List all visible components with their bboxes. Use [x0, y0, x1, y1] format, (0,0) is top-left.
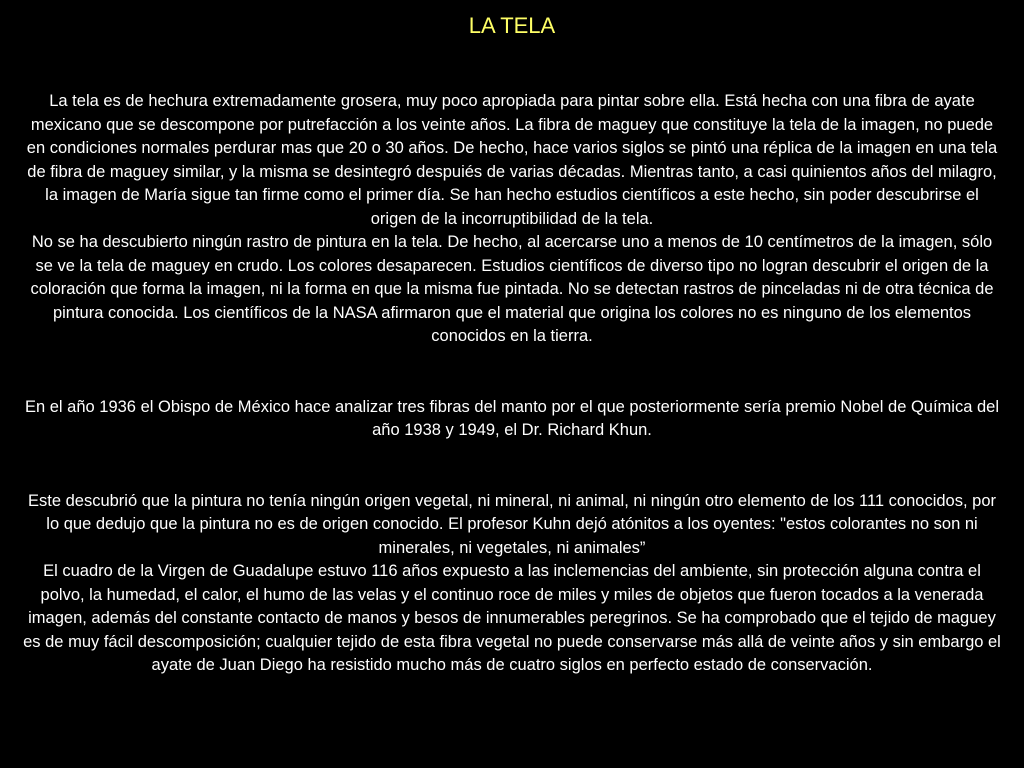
paragraph-fabric-quality: La tela es de hechura extremadamente grosera, muy poco apropiada para pintar sobre ella. Está hecha con una fibra de ayate mexicano que se descompone por putrefacción a los veinte años. La fibra de maguey que constituye la tela de la imagen, no puede en condiciones normales perdurar mas que 20 o 30 años. De hecho, hace varios siglos se pintó una réplica de la imagen en una tela de fibra de maguey similar, y la misma se desintegró despuiés de varias décadas. Mientras tanto, a casi quinientos años del milagro, la imagen de María sigue tan firme como el primer día. Se han hecho estudios científicos a este hecho, sin poder descubrirse el origen de la incorruptibilidad de la tela.: [26, 92, 998, 228]
paragraph-kuhn-discovery: Este descubrió que la pintura no tenía ningún origen vegetal, ni mineral, ni animal, ni ningún otro elemento de los 111 conocidos, por lo que dedujo que la pintura no es de origen conocido. El profesor Kuhn dejó atónitos a los oyentes: "estos colorantes no son ni minerales, ni vegetales, ni animales”: [27, 491, 996, 557]
paragraph-no-paint: No se ha descubierto ningún rastro de pintura en la tela. De hecho, al acercarse uno a menos de 10 centímetros de la imagen, sólo se ve la tela de maguey en crudo. Los colores desaparecen. Estudios científicos de diverso tipo no logran descubrir el origen de la coloración que forma la imagen, ni la forma en que la misma fue pintada. No se detectan rastros de pinceladas ni de otra técnica de pintura conocida. Los científicos de la NASA afirmaron que el material que origina los colores no es ninguno de los elementos conocidos en la tierra.: [30, 233, 994, 345]
paragraph-conservation: El cuadro de la Virgen de Guadalupe estuvo 116 años expuesto a las inclemencias del ambiente, sin protección alguna contra el polvo, la humedad, el calor, el humo de las velas y el continuo roce de miles y miles de objetos que fueron tocados a la venerada imagen, además del constante contacto de manos y besos de innumerables peregrinos. Se ha comprobado que el tejido de maguey es de muy fácil descomposición; cualquier tejido de esta fibra vegetal no puede conservarse más allá de veinte años y sin embargo el ayate de Juan Diego ha resistido mucho más de cuatro siglos en perfecto estado de conservación.: [23, 562, 1001, 674]
slide-title: LA TELA: [468, 13, 556, 38]
paragraph-spacer: [22, 349, 1002, 396]
paragraph-spacer: [22, 443, 1002, 490]
paragraph-bishop-analysis: En el año 1936 el Obispo de México hace analizar tres fibras del manto por el que posteriormente sería premio Nobel de Química del año 1938 y 1949, el Dr. Richard Khun.: [24, 397, 1000, 439]
slide-body: [22, 90, 1002, 678]
